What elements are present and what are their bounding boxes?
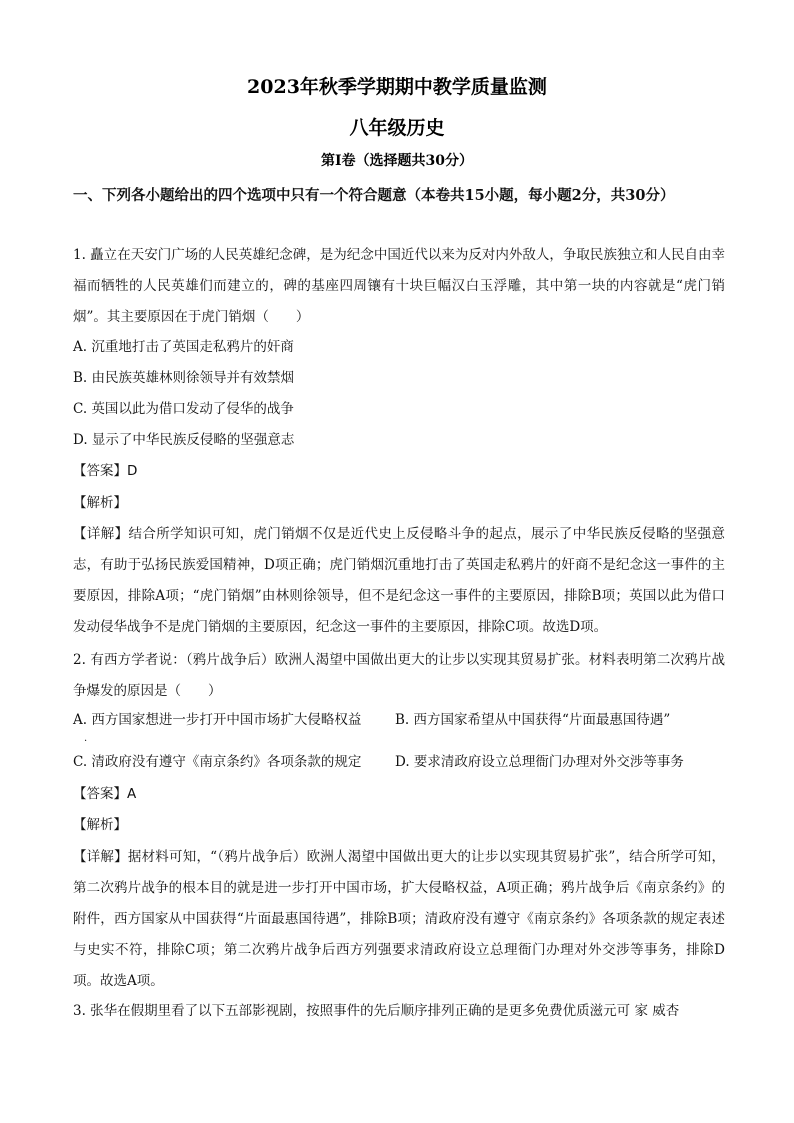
question-2-option-a: A. 西方国家想进一步打开中国市场扩大侵略权益 — [73, 712, 362, 728]
question-2-option-d: D. 要求清政府设立总理衙门办理对外交涉等事务 — [395, 754, 684, 770]
question-1-option-a: A. 沉重地打击了英国走私鸦片的奸商 — [73, 339, 294, 355]
section-heading: 一、下列各小题给出的四个选项中只有一个符合题意（本卷共15小题，每小题2分，共30分） — [73, 187, 675, 204]
question-1-detail: 【详解】结合所学知识可知，虎门销烟不仅是近代史上反侵略斗争的起点，展示了中华民族反侵略的坚强意志，有助于弘扬民族爱国精神，D项正确；虎门销烟沉重地打击了英国走私鸦片的奸商不是纪念这一事件的主要原因，排除A项；“虎门销烟”由林则徐领导，但不是纪念这一事件的主要原因，排除B项；英国以此为借口发动侵华战争不是虎门销烟的主要原因，纪念这一事件的主要原因，排除C项。故选D项。 — [73, 526, 725, 635]
question-2-answer: 【答案】A — [73, 786, 137, 802]
exam-part-heading: 第Ⅰ卷（选择题共30分） — [320, 153, 474, 169]
question-1-option-c: C. 英国以此为借口发动了侵华的战争 — [73, 401, 294, 417]
question-1-stem: 1. 矗立在天安门广场的人民英雄纪念碑，是为纪念中国近代以来为反对内外敌人，争取民族独立和人民自由幸福而牺牲的人民英雄们而建立的，碑的基座四周镶有十块巨幅汉白玉浮雕，其中第一块的内容就是“虎门销烟”。其主要原因在于虎门销烟（ ） — [73, 247, 725, 325]
stray-mark: . — [84, 733, 88, 744]
question-1-option-d: D. 显示了中华民族反侵略的坚强意志 — [73, 432, 295, 448]
question-1-analysis-label: 【解析】 — [73, 495, 127, 511]
question-2-option-b: B. 西方国家希望从中国获得“片面最惠国待遇” — [395, 712, 671, 728]
question-1-answer: 【答案】D — [73, 463, 138, 479]
question-3-stem: 3. 张华在假期里看了以下五部影视剧，按照事件的先后顺序排列正确的是更多免费优质滋元可 家 威杏 — [73, 1003, 680, 1019]
question-1-option-b: B. 由民族英雄林则徐领导并有效禁烟 — [73, 370, 295, 386]
question-2-analysis-label: 【解析】 — [73, 817, 127, 833]
question-2-detail: 【详解】据材料可知，“（鸦片战争后）欧洲人渴望中国做出更大的让步以实现其贸易扩张”，结合所学可知，第二次鸦片战争的根本目的就是进一步打开中国市场，扩大侵略权益，A项正确；鸦片战争后《南京条约》的附件，西方国家从中国获得“片面最惠国待遇”，排除B项；清政府没有遵守《南京条约》各项条款的规定表述与史实不符，排除C项；第二次鸦片战争后西方列强要求清政府设立总理衙门办理对外交涉等事务，排除D项。故选A项。 — [73, 849, 725, 989]
question-2-stem: 2. 有西方学者说：（鸦片战争后）欧洲人渴望中国做出更大的让步以实现其贸易扩张。材料表明第二次鸦片战争爆发的原因是（ ） — [73, 652, 725, 699]
exam-title: 2023年秋季学期期中教学质量监测 — [247, 76, 547, 98]
question-2-option-c: C. 清政府没有遵守《南京条约》各项条款的规定 — [73, 754, 362, 770]
exam-subject: 八年级历史 — [349, 117, 445, 139]
